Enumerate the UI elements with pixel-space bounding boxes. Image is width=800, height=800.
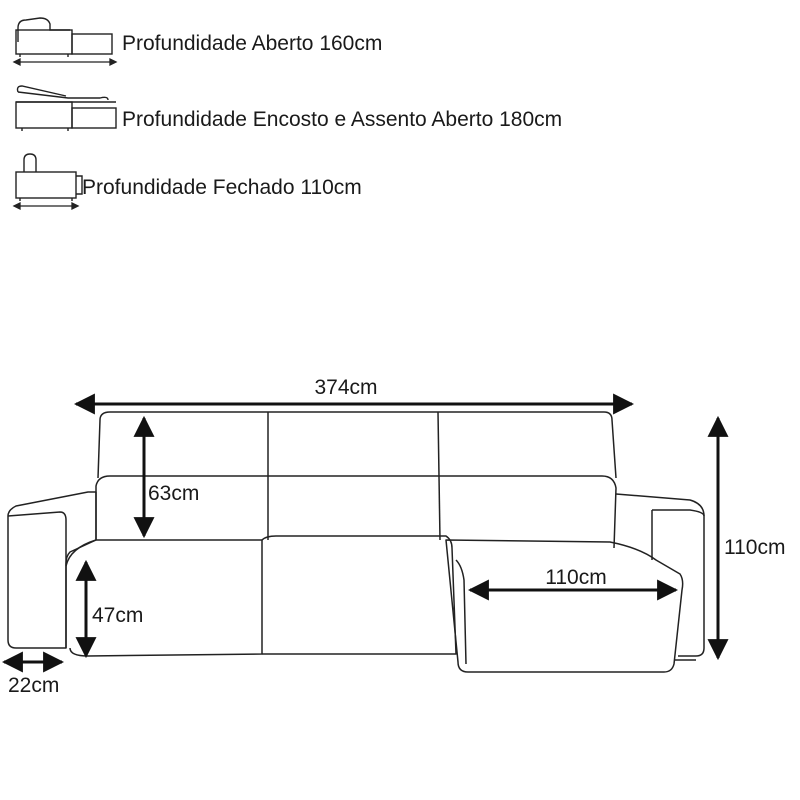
chaise-cushion: [446, 540, 683, 672]
label-back-height: 63cm: [148, 482, 200, 505]
label-total-depth: 110cm: [724, 536, 786, 559]
legend-label-open: Profundidade Aberto 160cm: [122, 32, 383, 55]
seat-cushion-middle: [262, 536, 456, 654]
backrest: [98, 412, 616, 478]
label-total-width: 374cm: [314, 376, 378, 399]
legend-label-recline: Profundidade Encosto e Assento Aberto 180cm: [122, 108, 563, 131]
label-seat-height: 47cm: [92, 604, 144, 627]
label-arm-width: 22cm: [8, 674, 60, 697]
sofa-outline: [8, 412, 704, 672]
right-armrest: [616, 494, 704, 656]
legend-label-closed: Profundidade Fechado 110cm: [82, 176, 362, 199]
label-chaise-width: 110cm: [545, 566, 607, 589]
seat-cushion-left: [66, 540, 262, 656]
